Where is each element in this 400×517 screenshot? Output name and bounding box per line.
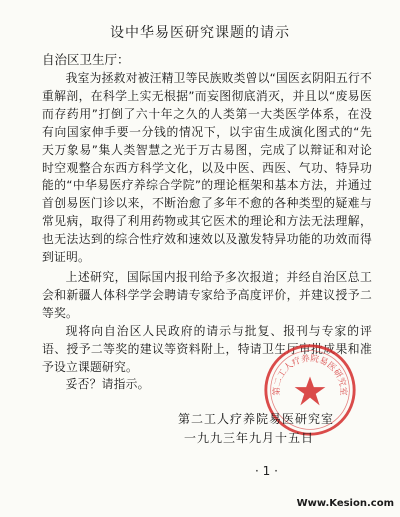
stamp-text: 第二工人疗养院易医研究室 — [272, 353, 348, 396]
body-paragraph: 上述研究，国际国内报刊给予多次报道；并经自治区总工会和新疆人体科学学会聘请专家给予高度评价，并建议授予二等奖。 — [42, 269, 372, 320]
site-watermark: Www.Kesion.com — [296, 498, 394, 509]
document-title: 设中华易医研究课题的请示 — [110, 25, 290, 41]
signature-organization: 第二工人疗养院易医研究室 — [178, 412, 335, 426]
stamp-star — [295, 377, 326, 406]
body-paragraph: 我室为拯救对被汪精卫等民族败类曾以“国医玄阴阳五行不重解剖，在科学上实无根据”而妄图彻底消灭，并且以“废易医而存药用”打倒了六十年之久的人类第一大类医学体系，在没有向国家伸手要一分钱的情况下，以宇宙生成演化图式的“先天万象易”集人类智慧之光于万古易图，完成了以辩证和对论时空观整合东西方科学文化，以及中医、西医、气功、特异功能的“中华易医疗养综合学院”的理论框架和基本方法，并通过首创易医门诊以来，不断治愈了多年不愈的各种类型的疑难与常见病，取得了利用药物或其它医术的理论和方法无法理解，也无法达到的综合性疗效和速效以及激发特异功能的功效而得到证明。 — [42, 71, 372, 265]
body-paragraph: 现将向自治区人民政府的请示与批复、报刊与专家的评语、授予二等奖的建议等资料附上，特请卫生厅审批成果和准予设立课题研究。 — [42, 323, 372, 374]
page-number: · 1 · — [255, 464, 278, 478]
signature-date: 一九九三年九月十五日 — [184, 431, 315, 445]
recipient-line: 自治区卫生厅： — [42, 52, 130, 67]
body-paragraph: 妥否？请指示。 — [65, 377, 150, 392]
